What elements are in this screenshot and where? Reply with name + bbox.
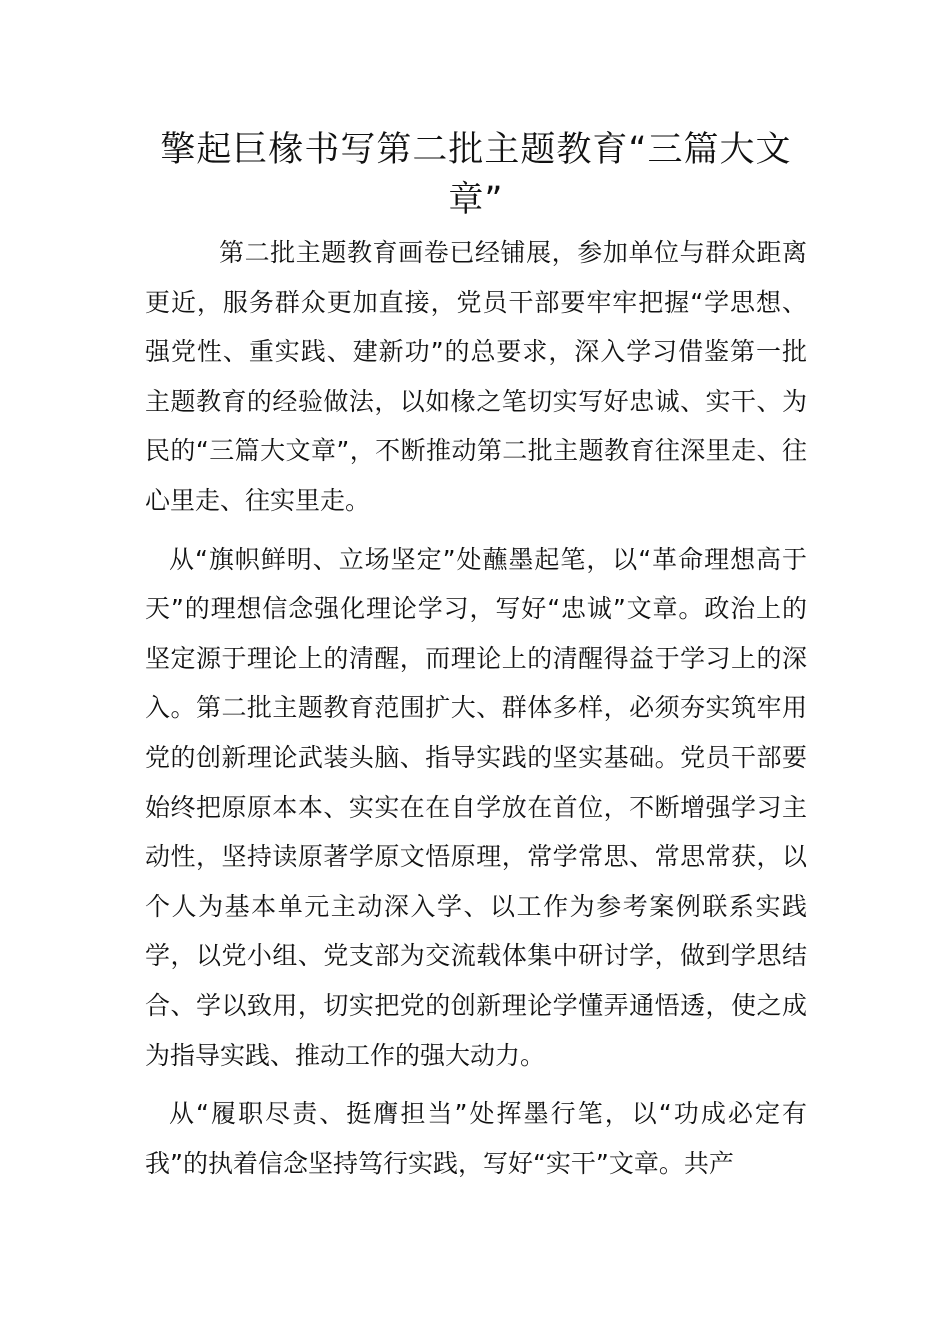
paragraph-loyalty: 从“旗帜鲜明、立场坚定”处蘸墨起笔，以“革命理想高于天”的理想信念强化理论学习，写好“忠诚”文章。政治上的坚定源于理论上的清醒，而理论上的清醒得益于学习上的深入。第二批主题教育范围扩大、群体多样，必须夯实筑牢用党的创新理论武装头脑、指导实践的坚实基础。党员干部要始终把原原本本、实实在在自学放在首位，不断增强学习主动性，坚持读原著学原文悟原理，常学常思、常思常获，以个人为基本单元主动深入学、以工作为参考案例联系实践学，以党小组、党支部为交流载体集中研讨学，做到学思结合、学以致用，切实把党的创新理论学懂弄通悟透，使之成为指导实践、推动工作的强大动力。	[145, 544, 807, 1070]
document-title: 擎起巨椽书写第二批主题教育“三篇大文章”	[160, 130, 792, 220]
paragraph-intro: 第二批主题教育画卷已经铺展，参加单位与群众距离更近，服务群众更加直接，党员干部要牢牢把握“学思想、强党性、重实践、建新功”的总要求，深入学习借鉴第一批主题教育的经验做法，以如椽之笔切实写好忠诚、实干、为民的“三篇大文章”，不断推动第二批主题教育往深里走、往心里走、往实里走。	[145, 238, 807, 515]
paragraph-practice: 从“履职尽责、挺膺担当”处挥墨行笔，以“功成必定有我”的执着信念坚持笃行实践，写好“实干”文章。共产	[145, 1099, 807, 1178]
document-body	[145, 228, 807, 1188]
